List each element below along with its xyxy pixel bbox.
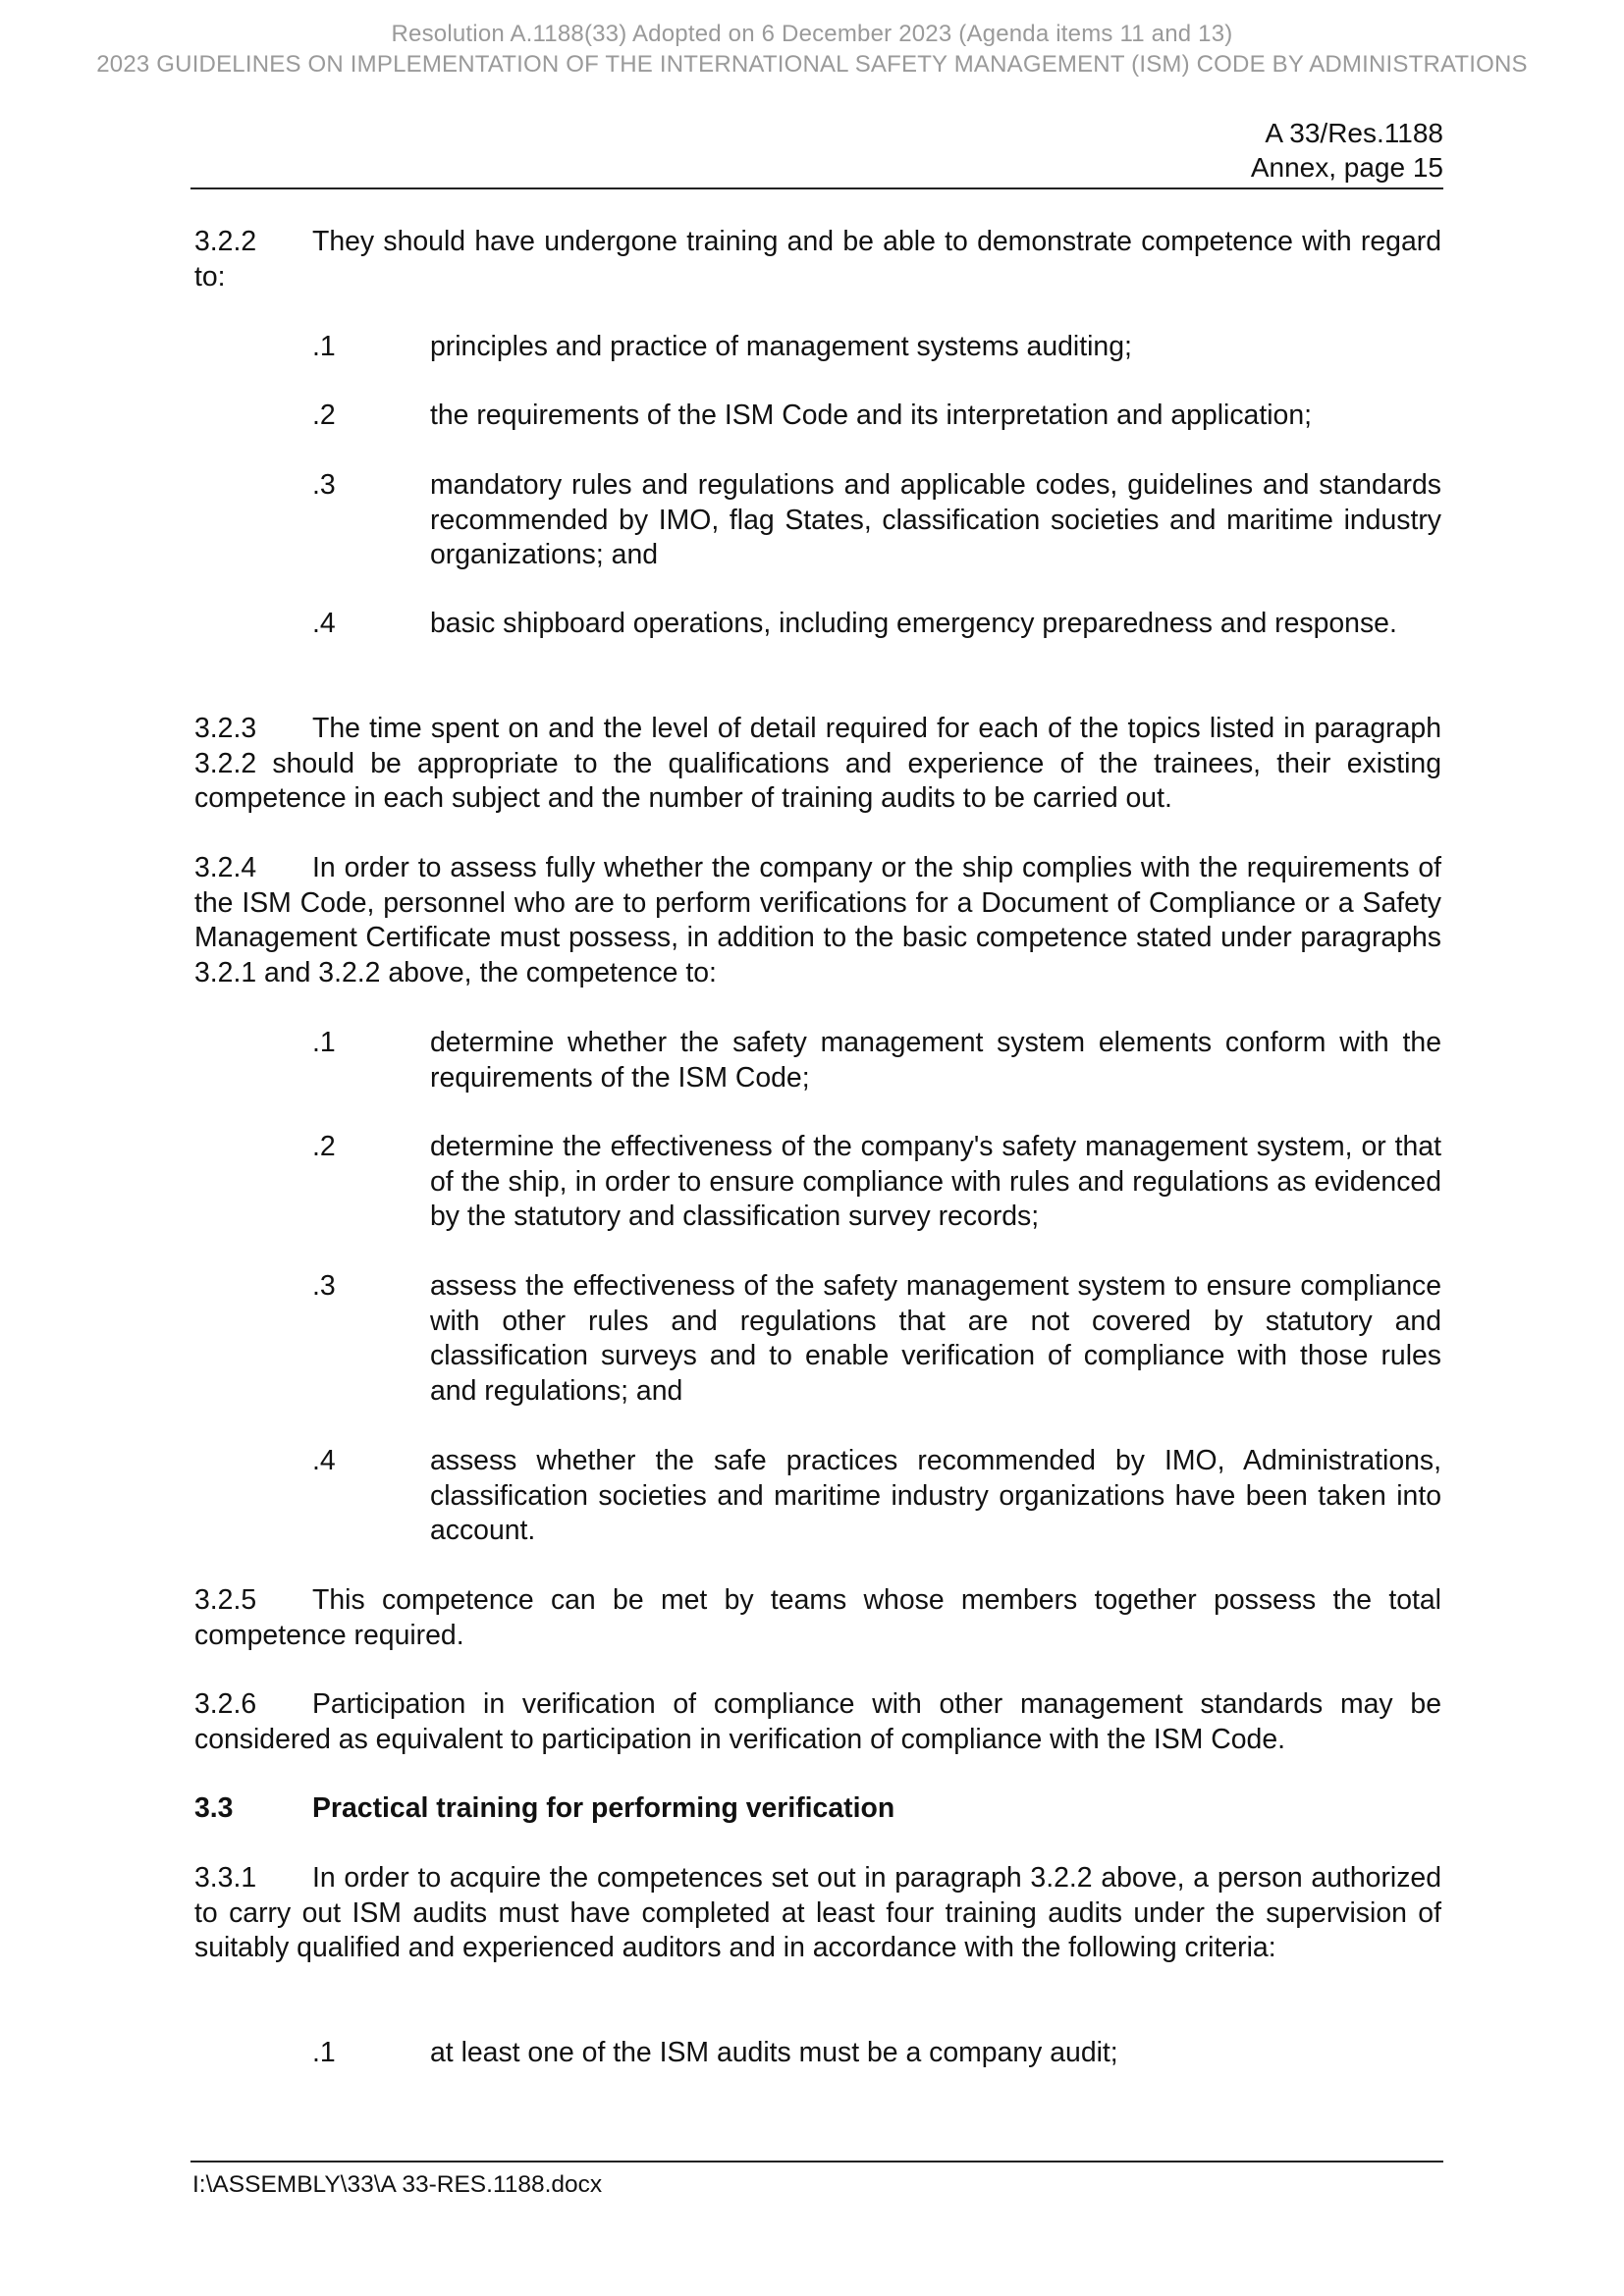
section-number: 3.3 (194, 1792, 234, 1824)
paragraph-text: The time spent on and the level of detail required for each of the topics listed in paragraph 3.2.2 should be appropriate to the qualifications and experience of the trainees, their existing competence in each subject and the number of training audits to be carried out. (194, 713, 1441, 814)
list-item-3-2-2-1 (194, 330, 1441, 365)
item-text: determine whether the safety management system elements conform with the requirements of the ISM Code; (430, 1027, 1441, 1094)
item-text: at least one of the ISM audits must be a company audit; (430, 2037, 1118, 2068)
item-number: .4 (312, 608, 336, 639)
item-text: the requirements of the ISM Code and its interpretation and application; (430, 400, 1312, 431)
item-number: .1 (312, 2037, 336, 2068)
watermark-line-2: 2023 GUIDELINES ON IMPLEMENTATION OF THE INTERNATIONAL SAFETY MANAGEMENT (ISM) CODE BY ADMINISTRATIONS (96, 51, 1528, 78)
section-title: Practical training for performing verification (312, 1792, 895, 1824)
item-text: principles and practice of management systems auditing; (430, 331, 1132, 362)
paragraph-number: 3.3.1 (194, 1862, 257, 1894)
paragraph-3-2-2 (194, 225, 1441, 294)
paragraph-text: This competence can be met by teams whose members together possess the total competence required. (194, 1584, 1441, 1651)
list-item-3-2-4-2 (194, 1130, 1441, 1235)
header-rule (190, 187, 1443, 189)
list-item-3-2-4-1 (194, 1026, 1441, 1095)
list-item-3-2-2-3 (194, 468, 1441, 573)
item-text: mandatory rules and regulations and applicable codes, guidelines and standards recommended by IMO, flag States, classification societies and maritime industry organizations; and (430, 469, 1441, 570)
paragraph-text: They should have undergone training and be able to demonstrate competence with regard to: (194, 226, 1441, 293)
item-number: .3 (312, 1270, 336, 1302)
page-reference: Annex, page 15 (1250, 152, 1443, 183)
paragraph-number: 3.2.5 (194, 1584, 257, 1616)
item-text: determine the effectiveness of the company's safety management system, or that of the ship, in order to ensure compliance with rules and regulations as evidenced by the statutory and classification survey records; (430, 1131, 1441, 1232)
list-item-3-2-4-3 (194, 1269, 1441, 1409)
item-number: .3 (312, 469, 336, 501)
item-number: .4 (312, 1445, 336, 1476)
paragraph-number: 3.2.6 (194, 1688, 257, 1720)
paragraph-text: In order to assess fully whether the company or the ship complies with the requirements of the ISM Code, personnel who are to perform verifications for a Document of Compliance or a Safety Management Certificate must possess, in addition to the basic competence stated under paragraphs 3.2.1 and 3.2.2 above, the competence to: (194, 852, 1441, 988)
document-reference: A 33/Res.1188 (1265, 118, 1443, 148)
list-item-3-3-1-1 (194, 2036, 1441, 2071)
list-item-3-2-2-4 (194, 607, 1441, 642)
item-number: .2 (312, 1131, 336, 1162)
footer-rule (190, 2161, 1443, 2163)
paragraph-text: Participation in verification of compliance with other management standards may be considered as equivalent to participation in verification of compliance with the ISM Code. (194, 1688, 1441, 1755)
section-heading-3-3 (194, 1791, 1441, 1827)
item-number: .2 (312, 400, 336, 431)
item-number: .1 (312, 331, 336, 362)
list-item-3-2-2-2 (194, 399, 1441, 434)
paragraph-number: 3.2.4 (194, 852, 257, 883)
list-item-3-2-4-4 (194, 1444, 1441, 1549)
paragraph-number: 3.2.2 (194, 226, 257, 257)
paragraph-3-2-4 (194, 851, 1441, 990)
paragraph-3-2-3 (194, 712, 1441, 817)
watermark-line-1: Resolution A.1188(33) Adopted on 6 December 2023 (Agenda items 11 and 13) (391, 21, 1233, 47)
paragraph-3-2-5 (194, 1583, 1441, 1653)
item-text: assess whether the safe practices recommended by IMO, Administrations, classification societies and maritime industry organizations have been taken into account. (430, 1445, 1441, 1546)
paragraph-3-2-6 (194, 1687, 1441, 1757)
item-text: assess the effectiveness of the safety management system to ensure compliance with other rules and regulations that are not covered by statutory and classification surveys and to enable verification of compliance with those rules and regulations; and (430, 1270, 1441, 1407)
paragraph-3-3-1 (194, 1861, 1441, 1966)
footer-file-path: I:\ASSEMBLY\33\A 33-RES.1188.docx (192, 2171, 603, 2198)
paragraph-number: 3.2.3 (194, 713, 257, 744)
item-number: .1 (312, 1027, 336, 1058)
item-text: basic shipboard operations, including emergency preparedness and response. (430, 608, 1397, 639)
paragraph-text: In order to acquire the competences set out in paragraph 3.2.2 above, a person authorized to carry out ISM audits must have completed at least four training audits under the supervision of suitably qualified and experienced auditors and in accordance with the following criteria: (194, 1862, 1441, 1963)
